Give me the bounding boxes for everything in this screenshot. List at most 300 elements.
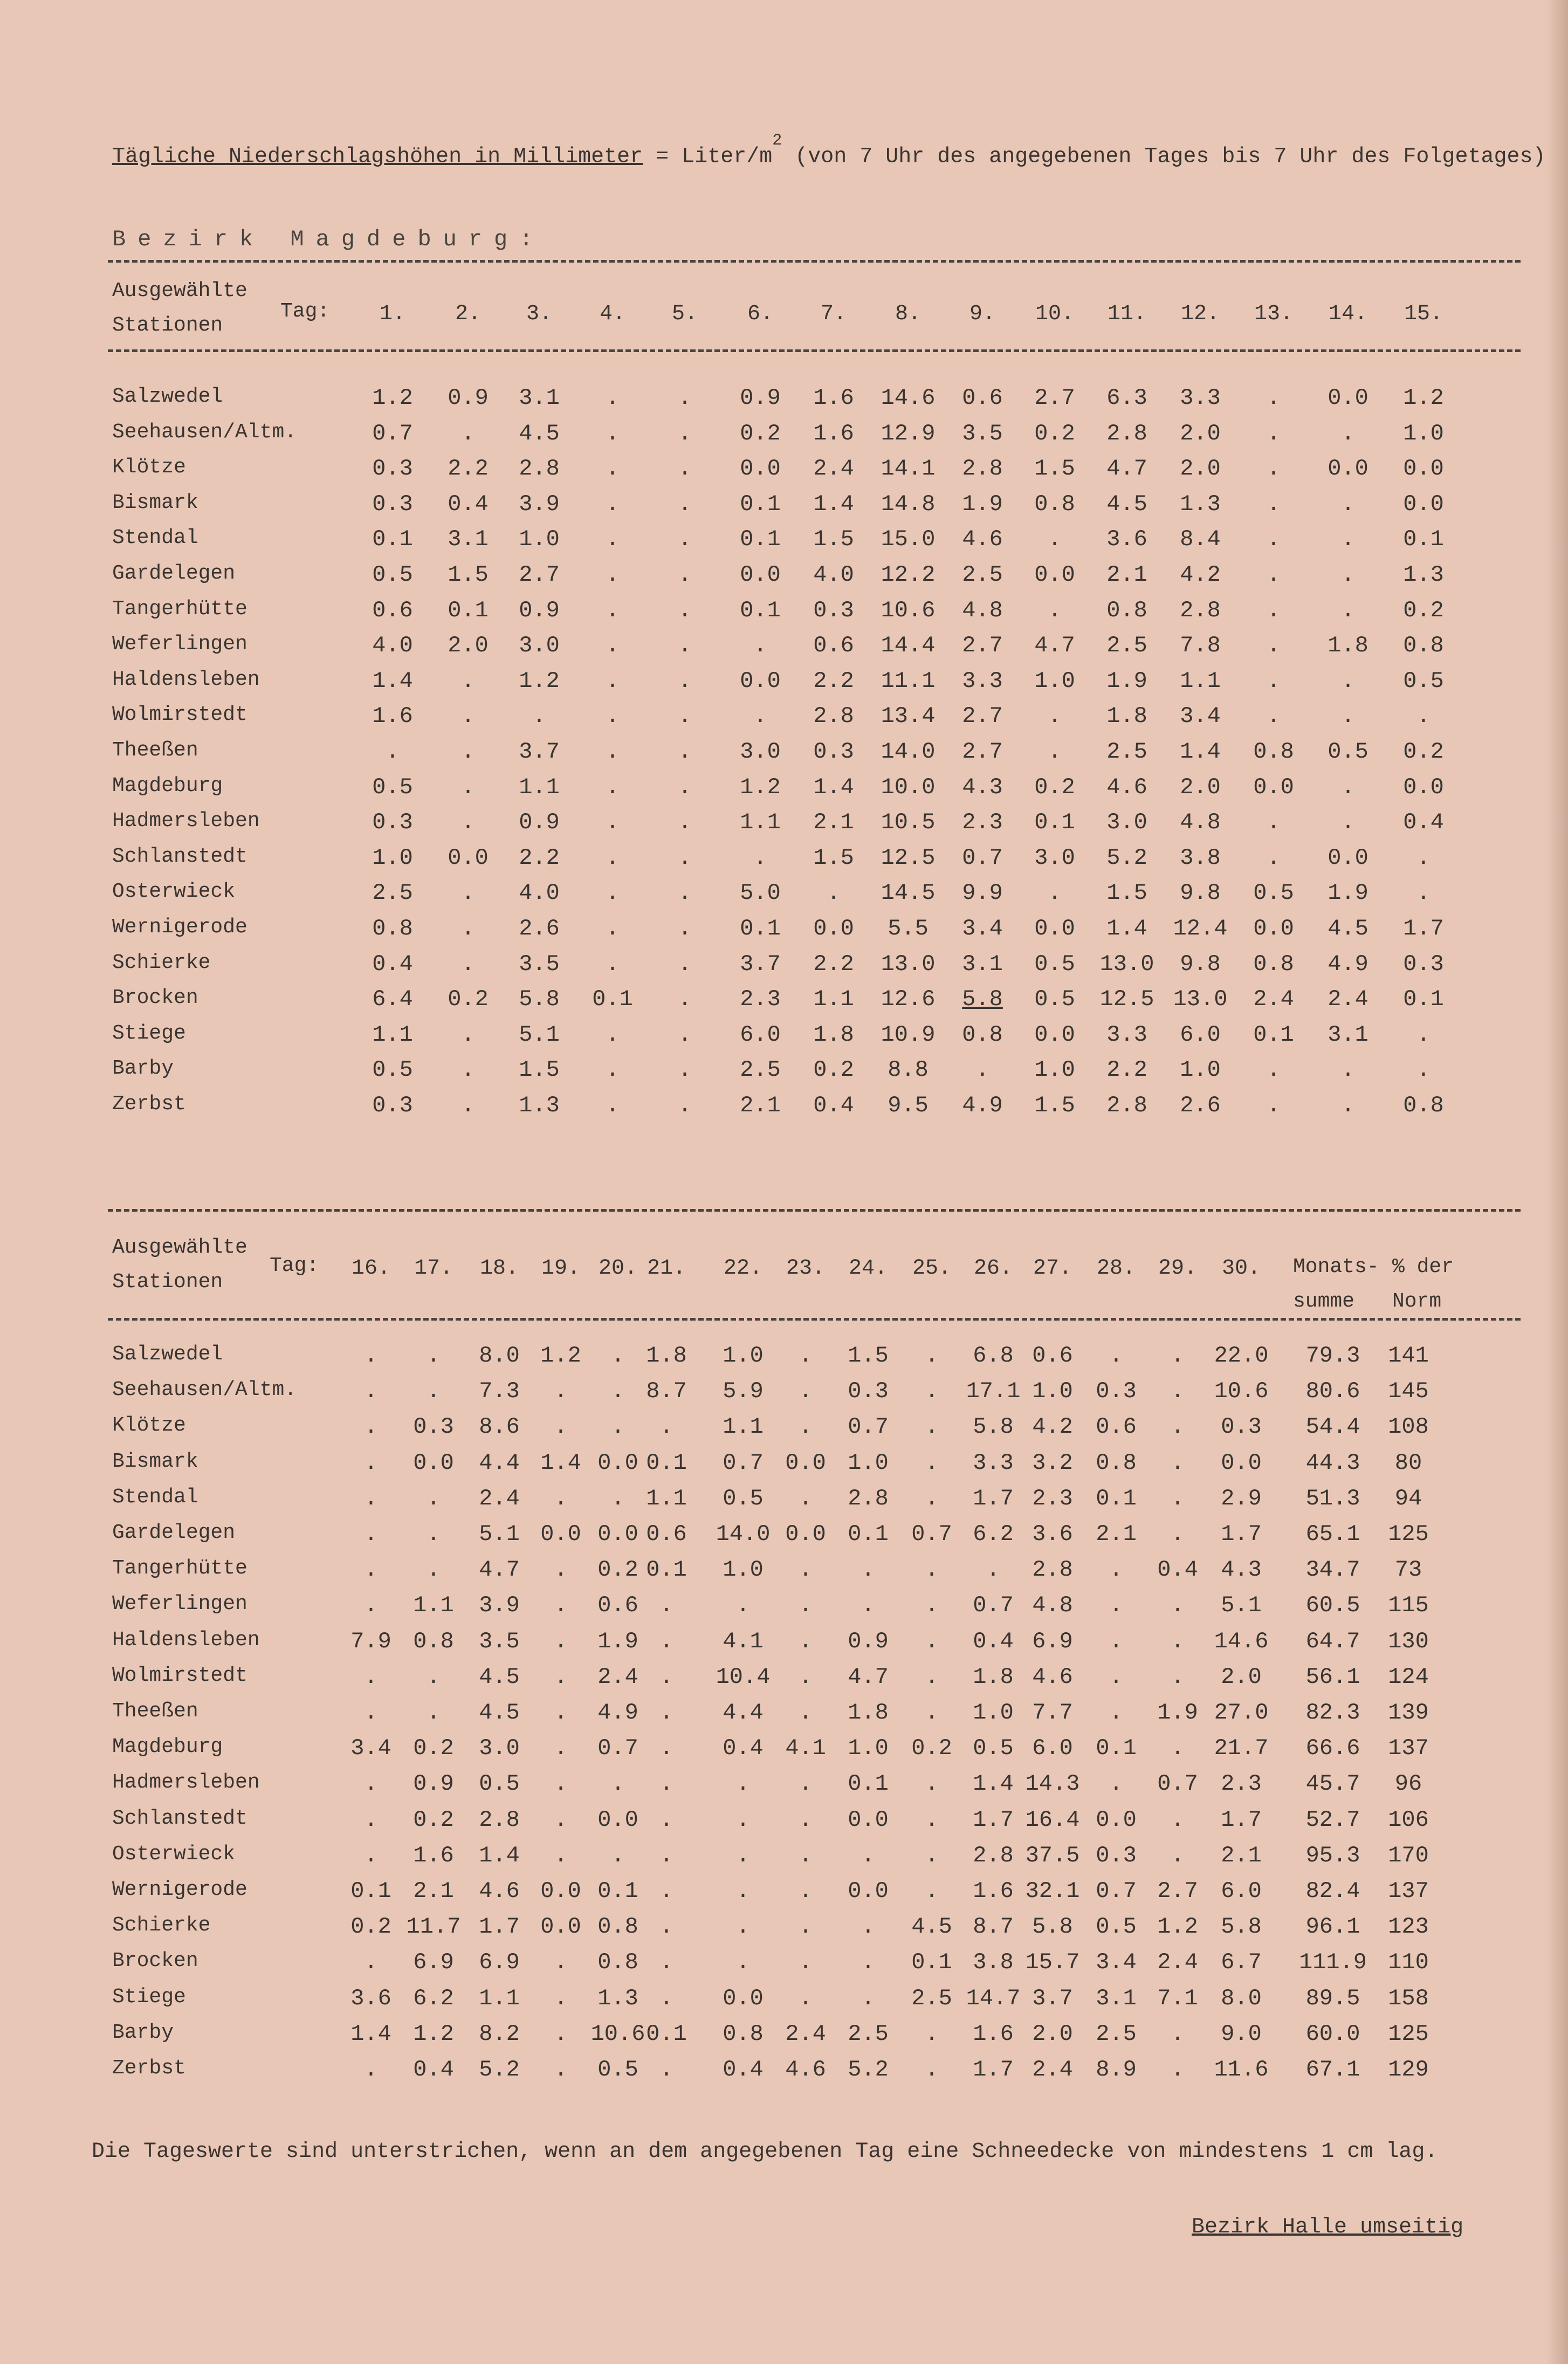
header-station-label (112, 274, 247, 343)
table-cell: . (606, 420, 620, 446)
table-cell: . (861, 1842, 875, 1868)
table-cell: 3.4 (1096, 1949, 1137, 1976)
table-cell: 8.0 (479, 1343, 520, 1369)
station-name: Brocken (112, 986, 198, 1010)
station-name: Osterwieck (112, 1842, 236, 1866)
table-cell: 1.4 (350, 2021, 391, 2047)
table-cell: . (554, 1806, 568, 1833)
table-cell: 4.8 (1180, 809, 1221, 836)
table-cell: 0.0 (785, 1521, 826, 1547)
table-cell: 2.0 (1180, 420, 1221, 446)
table-cell: . (925, 1449, 939, 1476)
table-cell: 4.4 (723, 1700, 764, 1726)
table-cell: 4.6 (962, 526, 1003, 553)
table-cell: . (1171, 1735, 1185, 1762)
table-cell: 123 (1388, 1914, 1429, 1940)
day-header: 4. (599, 302, 625, 326)
table-cell: 1.5 (519, 1057, 560, 1083)
day-header: 8. (895, 302, 921, 326)
table-cell: . (554, 1378, 568, 1405)
table-cell: 6.0 (1180, 1021, 1221, 1048)
table-cell: 51.3 (1305, 1485, 1360, 1511)
table-cell: . (1048, 739, 1062, 765)
table-cell: 9.9 (962, 880, 1003, 906)
table-cell: . (364, 1378, 378, 1405)
table-cell: . (461, 1057, 475, 1083)
table-cell: . (678, 703, 692, 730)
table-cell: 8.4 (1180, 526, 1221, 553)
table-cell: 2.7 (1157, 1878, 1198, 1904)
table-cell: 0.9 (448, 385, 489, 411)
table-cell: 1.5 (813, 526, 854, 553)
table-cell: 0.0 (740, 668, 781, 694)
day-header: 10. (1035, 302, 1074, 326)
table-cell: 2.2 (813, 951, 854, 977)
station-name: Magdeburg (112, 774, 223, 798)
table-cell: . (678, 916, 692, 942)
table-cell: 1.2 (1403, 385, 1444, 411)
table-cell: 170 (1388, 1842, 1429, 1868)
table-cell: 3.4 (962, 916, 1003, 942)
table-cell: 1.2 (740, 774, 781, 800)
station-name: Stiege (112, 1021, 186, 1045)
table-cell: . (461, 739, 475, 765)
table-cell: 0.1 (1403, 986, 1444, 1013)
table-cell: . (1416, 703, 1431, 730)
table-cell: 0.8 (372, 916, 413, 942)
table-cell: 4.5 (479, 1700, 520, 1726)
table-cell: 5.9 (723, 1378, 764, 1405)
table-cell: . (861, 1914, 875, 1940)
day-header: 3. (526, 302, 552, 326)
table-cell: 2.5 (372, 880, 413, 906)
table-cell: 4.0 (519, 880, 560, 906)
header-station-line1: Ausgewählte (112, 279, 247, 303)
table-cell: 80 (1394, 1449, 1422, 1476)
table-cell: 4.4 (479, 1449, 520, 1476)
table-cell: . (1267, 1057, 1281, 1083)
table-cell: . (606, 1057, 620, 1083)
table-cell: 0.7 (372, 420, 413, 446)
station-name: Wernigerode (112, 916, 247, 939)
table-cell: 5.2 (479, 2057, 520, 2083)
table-cell: 129 (1388, 2057, 1429, 2083)
table-cell: . (678, 880, 692, 906)
table-cell: 5.5 (888, 916, 929, 942)
station-name: Gardelegen (112, 562, 236, 585)
table-cell: . (1267, 668, 1281, 694)
table-cell: . (799, 1878, 813, 1904)
table-cell: . (678, 420, 692, 446)
table-cell: . (925, 1771, 939, 1797)
table-cell: 1.7 (1403, 916, 1444, 942)
table-cell: 2.3 (1032, 1485, 1073, 1511)
table-cell: . (606, 385, 620, 411)
table-cell: . (427, 1557, 441, 1583)
table-cell: 0.3 (848, 1378, 889, 1405)
table-cell: 1.5 (848, 1343, 889, 1369)
table-cell: 6.3 (1106, 385, 1147, 411)
table-cell: 0.7 (848, 1414, 889, 1440)
table-cell: . (678, 491, 692, 517)
table-cell: 0.8 (723, 2021, 764, 2047)
table-cell: 15.7 (1025, 1949, 1080, 1976)
table-cell: 0.2 (597, 1557, 638, 1583)
header-monthly-sum (1293, 1250, 1379, 1319)
table-cell: . (427, 1343, 441, 1369)
continued-overleaf-note: Bezirk Halle umseitig (1192, 2215, 1464, 2239)
table-cell: 0.0 (540, 1914, 581, 1940)
table-cell: 14.0 (881, 739, 936, 765)
station-name: Schierke (112, 1914, 211, 1937)
table-cell: 2.8 (1106, 1092, 1147, 1118)
table-cell: 0.3 (1403, 951, 1444, 977)
table-cell: 6.0 (1221, 1878, 1262, 1904)
table-cell: 12.5 (881, 844, 936, 871)
station-name: Brocken (112, 1949, 198, 1973)
table-cell: . (606, 774, 620, 800)
table-cell: . (799, 1700, 813, 1726)
table-cell: 1.1 (1180, 668, 1221, 694)
day-header: 27. (1033, 1256, 1072, 1281)
table-cell: 4.5 (519, 420, 560, 446)
table-cell: . (1341, 597, 1355, 623)
table-cell: 4.2 (1032, 1414, 1073, 1440)
table-cell: . (554, 1557, 568, 1583)
table-cell: . (554, 1735, 568, 1762)
table-cell: 0.0 (813, 916, 854, 942)
table-cell: 2.0 (1180, 774, 1221, 800)
table-cell: 7.9 (350, 1628, 391, 1654)
table-cell: . (461, 774, 475, 800)
table-cell: 82.4 (1305, 1878, 1360, 1904)
table-cell: 1.6 (813, 385, 854, 411)
table-cell: . (606, 633, 620, 659)
table-cell: 0.5 (372, 774, 413, 800)
day-header: 16. (351, 1256, 390, 1281)
table-cell: . (925, 1664, 939, 1690)
table-cell: 10.5 (881, 809, 936, 836)
table-cell: 7.8 (1180, 633, 1221, 659)
table-cell: 3.7 (519, 739, 560, 765)
table-cell: 0.1 (740, 526, 781, 553)
table-cell: 4.7 (848, 1664, 889, 1690)
table-cell: 3.3 (1106, 1021, 1147, 1048)
station-name: Hadmersleben (112, 809, 260, 833)
table-cell: . (678, 385, 692, 411)
table-cell: 14.5 (881, 880, 936, 906)
station-name: Stiege (112, 1985, 186, 2009)
table-cell: 0.5 (372, 562, 413, 588)
table-cell: 2.1 (1096, 1521, 1137, 1547)
table-cell: . (1171, 1842, 1185, 1868)
table-cell: 0.8 (1253, 739, 1294, 765)
table-cell: . (1416, 1057, 1431, 1083)
table-cell: 4.2 (1180, 562, 1221, 588)
station-name: Wolmirstedt (112, 1664, 247, 1687)
table-cell: 79.3 (1305, 1343, 1360, 1369)
table-cell: 0.0 (1034, 562, 1075, 588)
table-cell: . (554, 1485, 568, 1511)
table-cell: 0.4 (1403, 809, 1444, 836)
table-cell: 0.1 (911, 1949, 952, 1976)
table-cell: . (659, 1628, 673, 1654)
table-cell: . (678, 986, 692, 1013)
table-cell: 0.1 (646, 1557, 687, 1583)
table-cell: 0.1 (646, 1449, 687, 1476)
table-cell: 0.0 (540, 1878, 581, 1904)
table-cell: 0.1 (448, 597, 489, 623)
table-cell: 4.9 (597, 1700, 638, 1726)
station-name: Schlanstedt (112, 844, 247, 868)
table-cell: 0.0 (597, 1449, 638, 1476)
table-cell: 4.5 (911, 1914, 952, 1940)
table-cell: 12.4 (1173, 916, 1228, 942)
table-cell: . (1416, 1021, 1431, 1048)
table-cell: 4.5 (1106, 491, 1147, 517)
day-header: 11. (1107, 302, 1146, 326)
table-cell: . (925, 1878, 939, 1904)
table-cell: 82.3 (1305, 1700, 1360, 1726)
table-cell: 4.5 (479, 1664, 520, 1690)
table-cell: . (1171, 1414, 1185, 1440)
table-cell: 2.5 (962, 562, 1003, 588)
table-cell: . (799, 1557, 813, 1583)
table-cell: 0.0 (1403, 774, 1444, 800)
table-cell: . (606, 456, 620, 482)
header-norm-line1: % der (1392, 1255, 1454, 1279)
table-cell: 89.5 (1305, 1985, 1360, 2011)
table-cell: . (427, 1485, 441, 1511)
table-cell: 95.3 (1305, 1842, 1360, 1868)
table-cell: 0.3 (1096, 1842, 1137, 1868)
table-cell: 1.9 (1106, 668, 1147, 694)
table-cell: . (925, 1557, 939, 1583)
day-header: 5. (671, 302, 698, 326)
station-name: Tangerhütte (112, 597, 247, 621)
page-title (112, 132, 1546, 169)
table-cell: . (1267, 420, 1281, 446)
table-cell: 0.3 (1221, 1414, 1262, 1440)
day-header: 25. (912, 1256, 951, 1281)
station-name: Wernigerode (112, 1878, 247, 1901)
table-cell: 3.5 (479, 1628, 520, 1654)
table-cell: 3.4 (1180, 703, 1221, 730)
header-tag-label-2: Tag: (270, 1254, 319, 1277)
table-cell: 1.8 (973, 1664, 1014, 1690)
table-cell: 0.6 (646, 1521, 687, 1547)
table-cell: 37.5 (1025, 1842, 1080, 1868)
table-cell: 10.0 (881, 774, 936, 800)
table-cell: 5.1 (479, 1521, 520, 1547)
table-cell: . (678, 809, 692, 836)
table-cell: 0.7 (1096, 1878, 1137, 1904)
table-cell: . (606, 703, 620, 730)
table-cell: 0.7 (973, 1592, 1014, 1619)
table-cell: 3.6 (1032, 1521, 1073, 1547)
station-name: Bismark (112, 491, 198, 514)
table-cell: . (678, 951, 692, 977)
table-cell: . (1109, 1557, 1123, 1583)
table-cell: 60.5 (1305, 1592, 1360, 1619)
table-cell: 12.9 (881, 420, 936, 446)
table-cell: 1.0 (723, 1343, 764, 1369)
table-cell: 3.1 (1096, 1985, 1137, 2011)
table-cell: 2.4 (597, 1664, 638, 1690)
table-cell: 3.7 (1032, 1985, 1073, 2011)
table-cell: 3.8 (973, 1949, 1014, 1976)
table-cell: 2.2 (1106, 1057, 1147, 1083)
table-cell: 0.1 (592, 986, 633, 1013)
table-cell: 0.1 (646, 2021, 687, 2047)
station-name: Schierke (112, 951, 211, 974)
table-cell: 4.6 (479, 1878, 520, 1904)
table-cell: 7.1 (1157, 1985, 1198, 2011)
table-cell: 1.4 (813, 491, 854, 517)
table-cell: . (925, 1842, 939, 1868)
table-cell: 2.9 (1221, 1485, 1262, 1511)
table-cell: 1.4 (813, 774, 854, 800)
day-header: 17. (414, 1256, 453, 1281)
table-cell: 8.6 (479, 1414, 520, 1440)
table-cell: 2.7 (519, 562, 560, 588)
table-cell: . (1341, 668, 1355, 694)
table-cell: 0.1 (740, 597, 781, 623)
table-cell: 22.0 (1214, 1343, 1269, 1369)
table-cell: 6.0 (1032, 1735, 1073, 1762)
table-cell: . (678, 456, 692, 482)
station-name: Seehausen/Altm. (112, 1378, 297, 1402)
table-cell: . (611, 1343, 625, 1369)
table-cell: . (659, 1985, 673, 2011)
table-cell: 111.9 (1298, 1949, 1367, 1976)
table-cell: 11.1 (881, 668, 936, 694)
table-cell: 0.2 (1403, 597, 1444, 623)
table-cell: 73 (1394, 1557, 1422, 1583)
table-cell: 3.1 (962, 951, 1003, 977)
station-name: Haldensleben (112, 1628, 260, 1652)
table-cell: . (1341, 420, 1355, 446)
table-cell: 2.3 (962, 809, 1003, 836)
table-cell: 3.1 (519, 385, 560, 411)
table-cell: . (799, 1949, 813, 1976)
table-cell: 10.6 (1214, 1378, 1269, 1405)
table-cell: . (461, 1092, 475, 1118)
table-cell: 2.0 (1180, 456, 1221, 482)
table-cell: 0.1 (848, 1771, 889, 1797)
table-cell: . (678, 597, 692, 623)
table-cell: 1.9 (597, 1628, 638, 1654)
table-cell: 2.8 (1106, 420, 1147, 446)
day-header: 14. (1328, 302, 1367, 326)
table-cell: 3.6 (350, 1985, 391, 2011)
table-cell: 1.8 (1328, 633, 1368, 659)
table-cell: 1.7 (1221, 1521, 1262, 1547)
table-cell: 4.9 (962, 1092, 1003, 1118)
table-cell: . (799, 1664, 813, 1690)
table-cell: . (659, 1878, 673, 1904)
table-cell: 8.7 (646, 1378, 687, 1405)
table-cell: . (678, 633, 692, 659)
table-cell: . (606, 562, 620, 588)
table-cell: 0.5 (1034, 951, 1075, 977)
table-cell: . (554, 1842, 568, 1868)
table-cell: 14.1 (881, 456, 936, 482)
table-cell: 125 (1388, 1521, 1429, 1547)
table-cell: . (1267, 562, 1281, 588)
table-cell: . (1267, 844, 1281, 871)
table-cell: . (606, 1092, 620, 1118)
table-cell: . (606, 880, 620, 906)
station-name: Gardelegen (112, 1521, 236, 1544)
table-cell: 5.8 (1221, 1914, 1262, 1940)
table-cell: 1.8 (813, 1021, 854, 1048)
table-cell: 2.2 (448, 456, 489, 482)
table-cell: 0.7 (962, 844, 1003, 871)
table-cell: 0.2 (413, 1806, 454, 1833)
table-cell: . (1341, 526, 1355, 553)
table-cell: 0.1 (1096, 1735, 1137, 1762)
table-cell: 0.1 (1253, 1021, 1294, 1048)
table-cell: 0.0 (785, 1449, 826, 1476)
station-name: Wolmirstedt (112, 703, 247, 727)
station-name: Zerbst (112, 1092, 186, 1116)
table-cell: 0.5 (973, 1735, 1014, 1762)
table-cell: 0.3 (372, 1092, 413, 1118)
header-monats-line2: summe (1293, 1290, 1355, 1313)
table-cell: 6.9 (479, 1949, 520, 1976)
station-name: Seehausen/Altm. (112, 420, 297, 444)
table-cell: 80.6 (1305, 1378, 1360, 1405)
table-cell: . (736, 1914, 750, 1940)
table-cell: . (364, 1842, 378, 1868)
table-cell: 64.7 (1305, 1628, 1360, 1654)
table-cell: 1.9 (962, 491, 1003, 517)
divider (108, 1318, 1521, 1321)
table-cell: 96.1 (1305, 1914, 1360, 1940)
table-cell: . (461, 809, 475, 836)
table-cell: 0.1 (1403, 526, 1444, 553)
table-cell: 13.0 (881, 951, 936, 977)
table-cell: 3.5 (962, 420, 1003, 446)
table-cell: 0.4 (813, 1092, 854, 1118)
table-cell: 5.2 (1106, 844, 1147, 871)
table-cell: . (753, 703, 767, 730)
table-cell: . (386, 739, 400, 765)
table-cell: 1.0 (848, 1735, 889, 1762)
table-cell: 2.5 (740, 1057, 781, 1083)
table-cell: . (736, 1949, 750, 1976)
day-header: 15. (1404, 302, 1443, 326)
table-cell: 3.1 (448, 526, 489, 553)
table-cell: 106 (1388, 1806, 1429, 1833)
table-cell: 0.0 (597, 1521, 638, 1547)
day-header: 29. (1158, 1256, 1197, 1281)
table-cell: . (1267, 1092, 1281, 1118)
table-cell: 2.7 (962, 703, 1003, 730)
table-cell: . (1341, 809, 1355, 836)
table-cell: . (611, 1414, 625, 1440)
table-cell: . (925, 2057, 939, 2083)
table-cell: 1.7 (973, 2057, 1014, 2083)
table-cell: 10.9 (881, 1021, 936, 1048)
table-cell: . (925, 1700, 939, 1726)
table-cell: . (799, 1378, 813, 1405)
table-cell: . (611, 1842, 625, 1868)
table-cell: 5.2 (848, 2057, 889, 2083)
table-cell: . (1341, 774, 1355, 800)
table-cell: 1.7 (1221, 1806, 1262, 1833)
